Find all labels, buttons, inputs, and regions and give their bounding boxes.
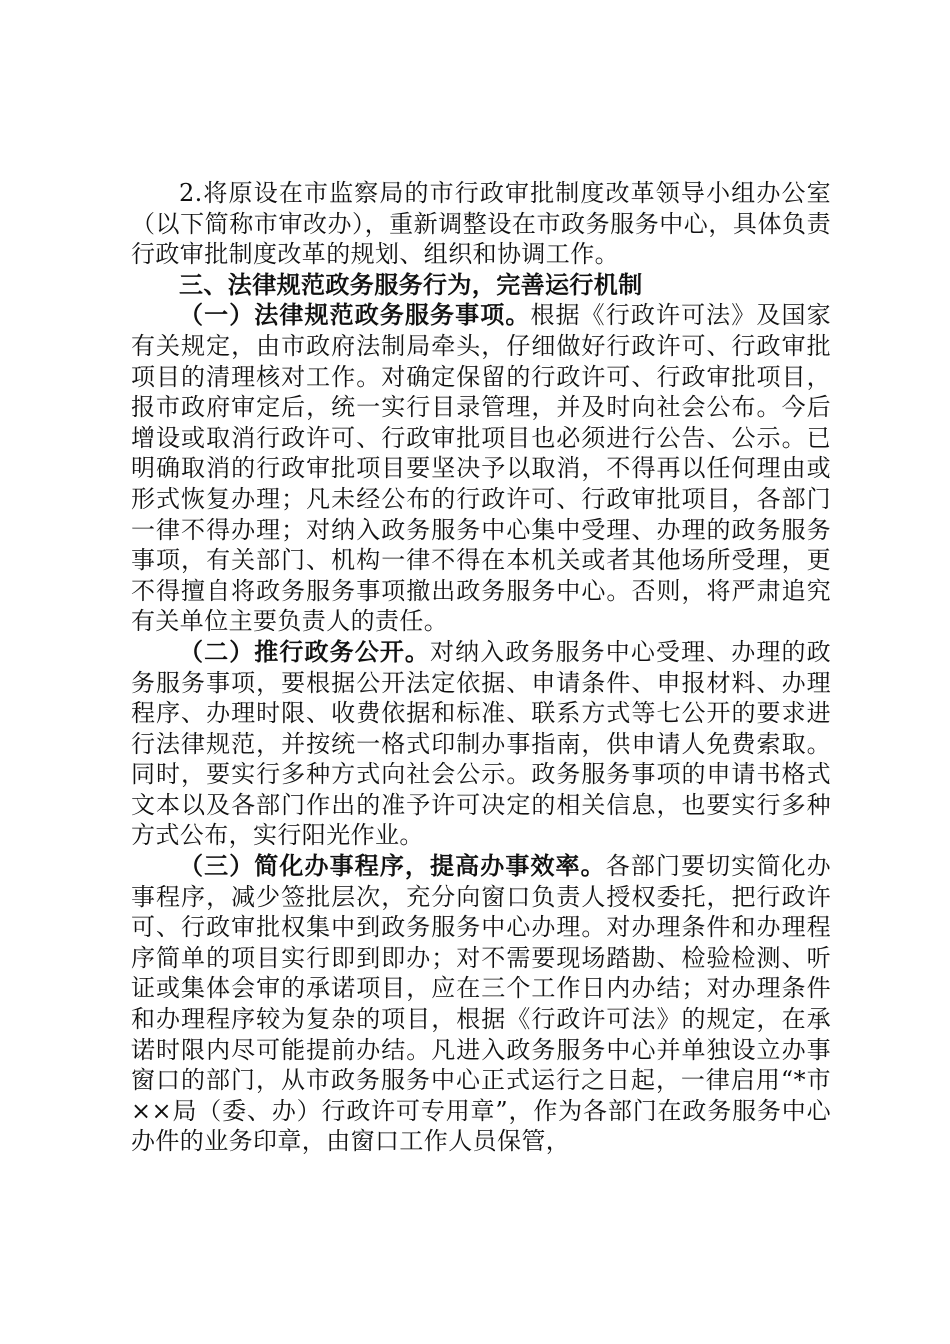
item-2-lead: （二）推行政务公开。 (179, 637, 431, 666)
item-1-lead: （一）法律规范政务服务事项。 (179, 301, 531, 330)
paragraph-1: 2.将原设在市监察局的市行政审批制度改革领导小组办公室（以下简称市审改办），重新调整设在市政务服务中心，具体负责行政审批制度改革的规划、组织和协调工作。 (131, 179, 831, 269)
document-body (131, 178, 831, 1157)
item-2-body: 对纳入政务服务中心受理、办理的政务服务事项，要根据公开法定依据、申请条件、申报材料、办理程序、办理时限、收费依据和标准、联系方式等七公开的要求进行法律规范，并按统一格式印制办事指南，供申请人免费索取。同时，要实行多种方式向社会公示。政务服务事项的申请书格式文本以及各部门作出的准予许可决定的相关信息，也要实行多种方式公布，实行阳光作业。 (131, 637, 832, 850)
item-3-lead: （三）简化办事程序，提高办事效率。 (179, 852, 606, 881)
item-1-body: 根据《行政许可法》及国家有关规定，由市政府法制局牵头，仔细做好行政许可、行政审批项目的清理核对工作。对确定保留的行政许可、行政审批项目，报市政府审定后，统一实行目录管理，并及时向社会公布。今后增设或取消行政许可、行政审批项目也必须进行公告、公示。已明确取消的行政审批项目要坚决予以取消，不得再以任何理由或形式恢复办理；凡未经公布的行政许可、行政审批项目，各部门一律不得办理；对纳入政务服务中心集中受理、办理的政务服务事项，有关部门、机构一律不得在本机关或者其他场所受理，更不得擅自将政务服务事项撤出政务服务中心。否则，将严肃追究有关单位主要负责人的责任。 (131, 301, 831, 636)
item-1-paragraph (131, 300, 831, 637)
item-3-paragraph (131, 851, 831, 1157)
item-2-paragraph (131, 637, 831, 851)
section-3-heading: 三、法律规范政务服务行为，完善运行机制 (179, 270, 643, 299)
item-3-body: 各部门要切实简化办事程序，减少签批层次，充分向窗口负责人授权委托，把行政许可、行政审批权集中到政务服务中心办理。对办理条件和办理程序简单的项目实行即到即办；对不需要现场踏勘、检验检测、听证或集体会审的承诺项目，应在三个工作日内办结；对办理条件和办理程序较为复杂的项目，根据《行政许可法》的规定，在承诺时限内尽可能提前办结。凡进入政务服务中心并单独设立办事窗口的部门，从市政务服务中心正式运行之日起，一律启用“*市××局（委、办）行政许可专用章”，作为各部门在政务服务中心办件的业务印章，由窗口工作人员保管， (131, 852, 831, 1156)
